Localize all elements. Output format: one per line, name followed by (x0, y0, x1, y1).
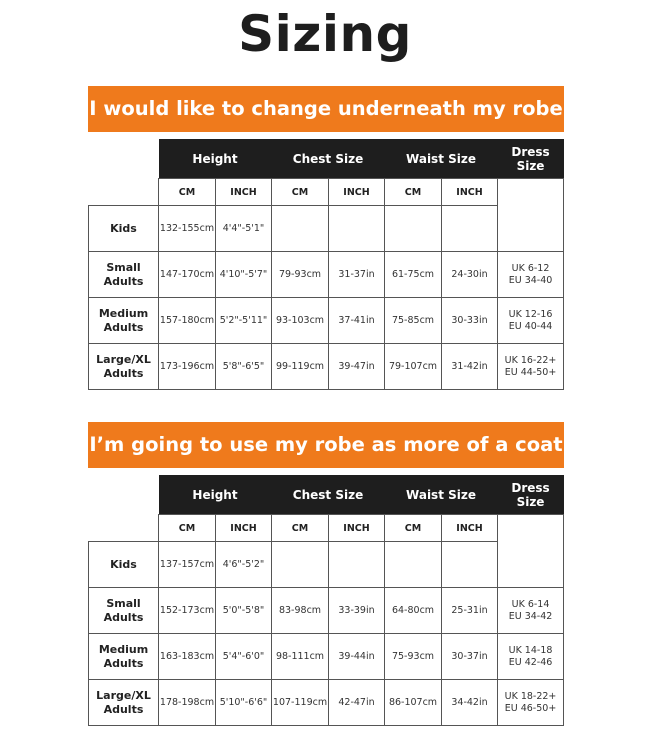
chest-inch-cell: 39-44in (329, 634, 385, 680)
unit-inch: INCH (216, 179, 272, 206)
dress-uk: UK 14-18 (508, 644, 553, 656)
height-inch-cell: 5'8"-6'5" (216, 344, 272, 390)
waist-inch-cell (442, 542, 498, 588)
chest-cm-cell (272, 542, 329, 588)
waist-cm-cell: 75-85cm (385, 298, 442, 344)
row-label-line: Adults (103, 320, 144, 334)
waist-cm-cell: 79-107cm (385, 344, 442, 390)
height-cm-cell: 173-196cm (159, 344, 216, 390)
waist-inch-cell: 25-31in (442, 588, 498, 634)
chest-inch-cell: 39-47in (329, 344, 385, 390)
height-inch-cell: 4'4"-5'1" (216, 206, 272, 252)
height-cm-cell: 152-173cm (159, 588, 216, 634)
dress-size-cell (498, 298, 564, 344)
header-height: Height (159, 139, 272, 179)
height-cm-cell: 178-198cm (159, 680, 216, 726)
dress-size-cell (498, 344, 564, 390)
waist-cm-cell: 75-93cm (385, 634, 442, 680)
chest-cm-cell: 79-93cm (272, 252, 329, 298)
table-row (89, 298, 564, 344)
waist-inch-cell: 31-42in (442, 344, 498, 390)
size-table-underneath (88, 139, 564, 390)
unit-cm: CM (385, 515, 442, 542)
table-row (89, 344, 564, 390)
row-label-line: Adults (103, 366, 144, 380)
header-height: Height (159, 475, 272, 515)
waist-inch-cell: 34-42in (442, 680, 498, 726)
unit-cm: CM (385, 179, 442, 206)
corner-blank (89, 179, 159, 206)
dress-size-cell (498, 680, 564, 726)
waist-cm-cell (385, 206, 442, 252)
row-label (89, 542, 159, 588)
header-chest: Chest Size (272, 139, 385, 179)
dress-eu: EU 34-42 (508, 610, 553, 622)
unit-cm: CM (272, 515, 329, 542)
height-cm-cell: 137-157cm (159, 542, 216, 588)
dress-eu: EU 42-46 (508, 656, 553, 668)
row-label-line: Adults (103, 610, 144, 624)
unit-inch: INCH (442, 179, 498, 206)
waist-cm-cell: 64-80cm (385, 588, 442, 634)
dress-size-cell (498, 634, 564, 680)
dress-size-cell (498, 252, 564, 298)
row-label-line: Medium (98, 642, 149, 656)
dress-cell-empty (498, 179, 564, 252)
row-label-line: Adults (103, 656, 144, 670)
dress-eu: EU 44-50+ (504, 366, 557, 378)
row-label-line: Adults (103, 274, 144, 288)
chest-inch-cell (329, 206, 385, 252)
chest-cm-cell: 107-119cm (272, 680, 329, 726)
unit-cm: CM (159, 179, 216, 206)
unit-inch: INCH (442, 515, 498, 542)
dress-uk: UK 16-22+ (504, 354, 557, 366)
header-waist: Waist Size (385, 139, 498, 179)
chest-cm-cell (272, 206, 329, 252)
row-label (89, 298, 159, 344)
unit-inch: INCH (329, 179, 385, 206)
table-row (89, 588, 564, 634)
header-chest: Chest Size (272, 475, 385, 515)
table-row (89, 542, 564, 588)
chest-cm-cell: 83-98cm (272, 588, 329, 634)
unit-inch: INCH (216, 515, 272, 542)
waist-inch-cell: 30-33in (442, 298, 498, 344)
row-label-line: Small (106, 596, 141, 610)
row-label-line: Kids (110, 221, 137, 235)
unit-cm: CM (159, 515, 216, 542)
dress-size-cell (498, 588, 564, 634)
waist-inch-cell (442, 206, 498, 252)
waist-cm-cell: 86-107cm (385, 680, 442, 726)
height-cm-cell: 157-180cm (159, 298, 216, 344)
chest-inch-cell: 42-47in (329, 680, 385, 726)
header-dress: Dress Size (498, 475, 564, 515)
dress-eu: EU 40-44 (508, 320, 553, 332)
row-label-line: Medium (98, 306, 149, 320)
height-cm-cell: 132-155cm (159, 206, 216, 252)
dress-eu: EU 46-50+ (504, 702, 557, 714)
dress-eu: EU 34-40 (508, 274, 553, 286)
header-dress: Dress Size (498, 139, 564, 179)
row-label (89, 252, 159, 298)
page-title: Sizing (238, 5, 412, 63)
chest-cm-cell: 99-119cm (272, 344, 329, 390)
chest-inch-cell: 31-37in (329, 252, 385, 298)
height-cm-cell: 147-170cm (159, 252, 216, 298)
chest-inch-cell: 33-39in (329, 588, 385, 634)
row-label (89, 634, 159, 680)
dress-uk: UK 18-22+ (504, 690, 557, 702)
height-inch-cell: 5'10"-6'6" (216, 680, 272, 726)
row-label (89, 344, 159, 390)
height-inch-cell: 4'6"-5'2" (216, 542, 272, 588)
section-banner-underneath: I would like to change underneath my robe (88, 86, 564, 132)
row-label (89, 206, 159, 252)
corner-blank (89, 139, 159, 179)
row-label (89, 680, 159, 726)
height-inch-cell: 4'10"-5'7" (216, 252, 272, 298)
chest-inch-cell: 37-41in (329, 298, 385, 344)
table-row (89, 206, 564, 252)
waist-cm-cell: 61-75cm (385, 252, 442, 298)
size-table-coat (88, 475, 564, 726)
header-waist: Waist Size (385, 475, 498, 515)
table-row (89, 252, 564, 298)
row-label-line: Small (106, 260, 141, 274)
corner-blank (89, 515, 159, 542)
unit-inch: INCH (329, 515, 385, 542)
height-cm-cell: 163-183cm (159, 634, 216, 680)
dress-cell-empty (498, 515, 564, 588)
waist-cm-cell (385, 542, 442, 588)
row-label-line: Large/XL (96, 352, 151, 366)
table-row (89, 634, 564, 680)
height-inch-cell: 5'0"-5'8" (216, 588, 272, 634)
chest-cm-cell: 93-103cm (272, 298, 329, 344)
row-label-line: Adults (103, 702, 144, 716)
chest-cm-cell: 98-111cm (272, 634, 329, 680)
dress-uk: UK 12-16 (508, 308, 553, 320)
dress-uk: UK 6-14 (511, 598, 550, 610)
section-banner-coat: I’m going to use my robe as more of a coat (88, 422, 564, 468)
table-row (89, 680, 564, 726)
height-inch-cell: 5'4"-6'0" (216, 634, 272, 680)
waist-inch-cell: 30-37in (442, 634, 498, 680)
row-label-line: Large/XL (96, 688, 151, 702)
height-inch-cell: 5'2"-5'11" (216, 298, 272, 344)
chest-inch-cell (329, 542, 385, 588)
row-label (89, 588, 159, 634)
row-label-line: Kids (110, 557, 137, 571)
unit-cm: CM (272, 179, 329, 206)
corner-blank (89, 475, 159, 515)
dress-uk: UK 6-12 (511, 262, 550, 274)
waist-inch-cell: 24-30in (442, 252, 498, 298)
